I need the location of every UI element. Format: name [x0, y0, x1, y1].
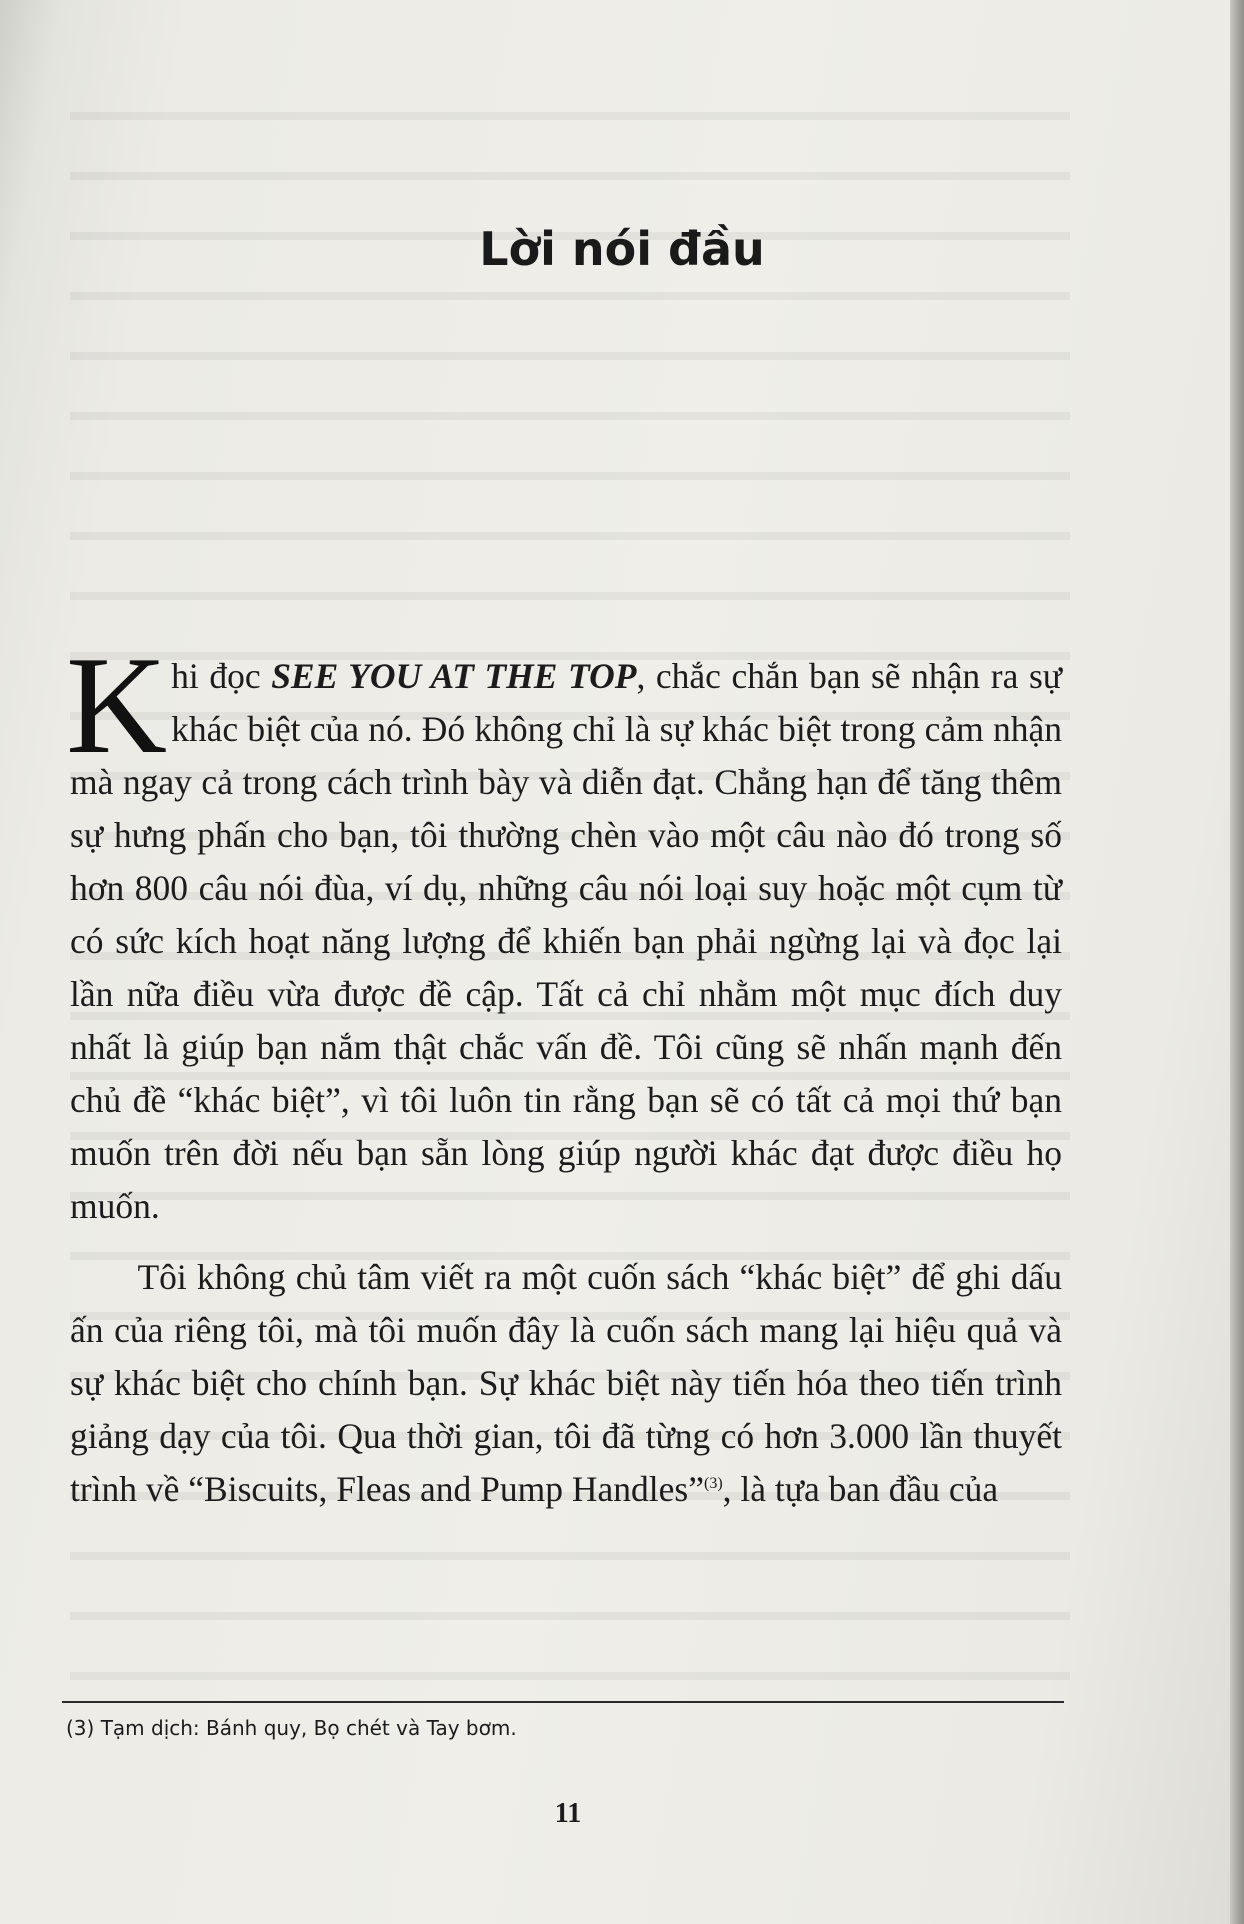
paragraph-1-lead: hi đọc — [171, 656, 272, 696]
footnote-divider — [62, 1701, 1064, 1703]
body-text — [66, 628, 1062, 1516]
page-number: 11 — [554, 1798, 582, 1829]
paragraph-1 — [66, 628, 1062, 1233]
footnote-reference: (3) — [703, 1475, 723, 1493]
drop-cap: K — [66, 628, 168, 783]
paragraph-2-tail: , là tựa ban đầu của — [722, 1469, 999, 1509]
paragraph-1-text: , chắc chắn bạn sẽ nhận ra sự khác biệt của nó. Đó không chỉ là sự khác biệt trong cảm nhận mà ngay cả trong cách trình bày và diễn đạt. Chẳng hạn để tăng thêm sự hưng phấn cho bạn, tôi thường chèn vào một câu nào đó trong số hơn 800 câu nói đùa, ví dụ, những câu nói loại suy hoặc một cụm từ có sức kích hoạt năng lượng để khiến bạn phải ngừng lại và đọc lại lần nữa điều vừa được đề cập. Tất cả chỉ nhằm một mục đích duy nhất là giúp bạn nắm thật chắc vấn đề. Tôi cũng sẽ nhấn mạnh đến chủ đề “khác biệt”, vì tôi luôn tin rằng bạn sẽ có tất cả mọi thứ bạn muốn trên đời nếu bạn sẵn lòng giúp người khác đạt được điều họ muốn. — [70, 656, 1062, 1226]
paragraph-2-text: Tôi không chủ tâm viết ra một cuốn sách “khác biệt” để ghi dấu ấn của riêng tôi, mà tôi muốn đây là cuốn sách mang lại hiệu quả và sự khác biệt cho chính bạn. Sự khác biệt này tiến hóa theo tiến trình giảng dạy của tôi. Qua thời gian, tôi đã từng có hơn 3.000 lần thuyết trình về “Biscuits, Fleas and Pump Handles” — [70, 1257, 1062, 1509]
book-title: SEE YOU AT THE TOP — [271, 656, 637, 696]
footnote: (3) Tạm dịch: Bánh quy, Bọ chét và Tay bơm. — [66, 1716, 517, 1740]
page-edge-shadow — [1230, 0, 1244, 1924]
chapter-title: Lời nói đầu — [479, 222, 765, 276]
paragraph-2 — [70, 1251, 1062, 1516]
